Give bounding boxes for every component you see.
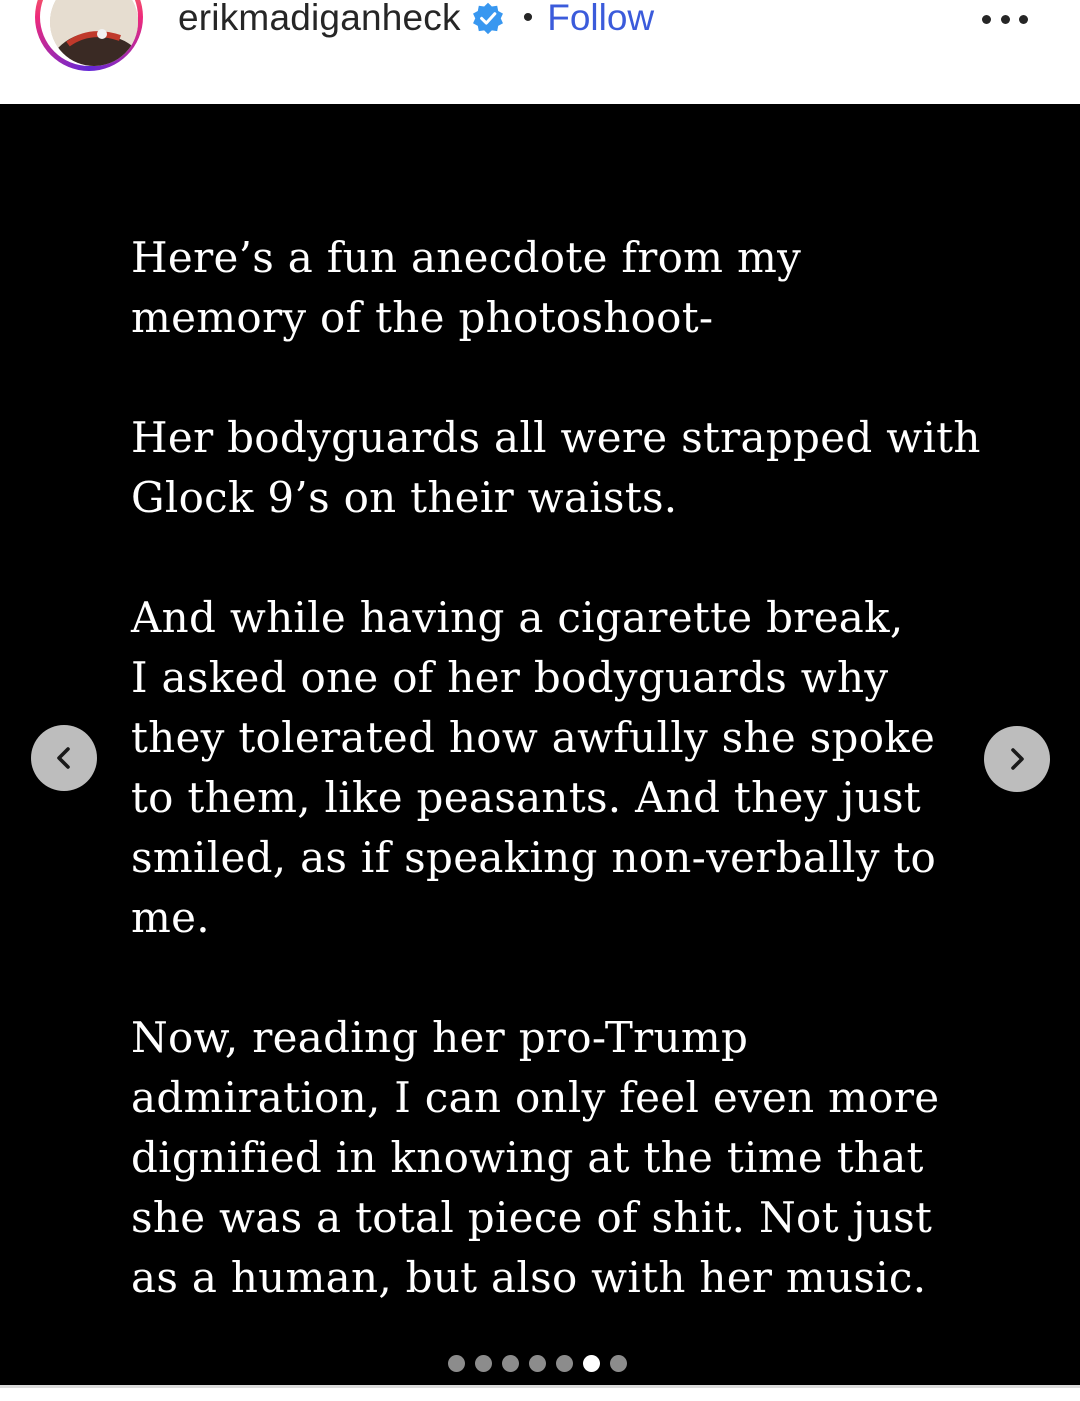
carousel-dot[interactable] xyxy=(556,1355,573,1372)
avatar[interactable] xyxy=(50,0,138,66)
username[interactable]: erikmadiganheck xyxy=(178,0,461,38)
text-line: Here’s a fun anecdote from my xyxy=(131,233,802,282)
text-line: admiration, I can only feel even more xyxy=(131,1073,940,1122)
carousel-dot[interactable] xyxy=(475,1355,492,1372)
carousel-dot[interactable] xyxy=(529,1355,546,1372)
carousel-dot[interactable] xyxy=(448,1355,465,1372)
text-line: as a human, but also with her music. xyxy=(131,1253,927,1302)
post-image xyxy=(0,104,1080,1385)
text-line: And while having a cigarette break, xyxy=(131,593,904,642)
text-line: to them, like peasants. And they just xyxy=(131,773,921,822)
text-line: dignified in knowing at the time that xyxy=(131,1133,924,1182)
more-options-icon[interactable] xyxy=(982,4,1028,34)
text-line: me. xyxy=(131,893,210,942)
paragraph xyxy=(131,408,981,528)
carousel-dot[interactable] xyxy=(502,1355,519,1372)
chevron-right-icon xyxy=(1002,744,1032,774)
divider xyxy=(0,1385,1080,1388)
post-header xyxy=(0,0,1080,104)
follow-button[interactable]: Follow xyxy=(547,0,655,38)
text-line: Now, reading her pro-Trump xyxy=(131,1013,749,1062)
post-text xyxy=(131,228,981,1368)
text-line: I asked one of her bodyguards why xyxy=(131,653,889,702)
avatar-story-ring[interactable] xyxy=(35,0,143,71)
text-line: memory of the photoshoot- xyxy=(131,293,714,342)
chevron-left-icon xyxy=(49,743,79,773)
carousel-next-button[interactable] xyxy=(984,726,1050,792)
text-line: Her bodyguards all were strapped with xyxy=(131,413,981,462)
username-row xyxy=(178,0,654,38)
text-line: smiled, as if speaking non-verbally to xyxy=(131,833,937,882)
paragraph xyxy=(131,228,971,348)
text-line: they tolerated how awfully she spoke xyxy=(131,713,936,762)
carousel-pagination xyxy=(448,1355,627,1372)
carousel-prev-button[interactable] xyxy=(31,725,97,791)
paragraph xyxy=(131,588,971,948)
verified-badge-icon xyxy=(471,1,505,35)
carousel-dot[interactable] xyxy=(583,1355,600,1372)
carousel-dot[interactable] xyxy=(610,1355,627,1372)
text-line: she was a total piece of shit. Not just xyxy=(131,1193,933,1242)
separator-dot: • xyxy=(522,1,534,34)
avatar-image xyxy=(50,0,138,66)
paragraph xyxy=(131,1008,971,1308)
text-line: Glock 9’s on their waists. xyxy=(131,473,678,522)
